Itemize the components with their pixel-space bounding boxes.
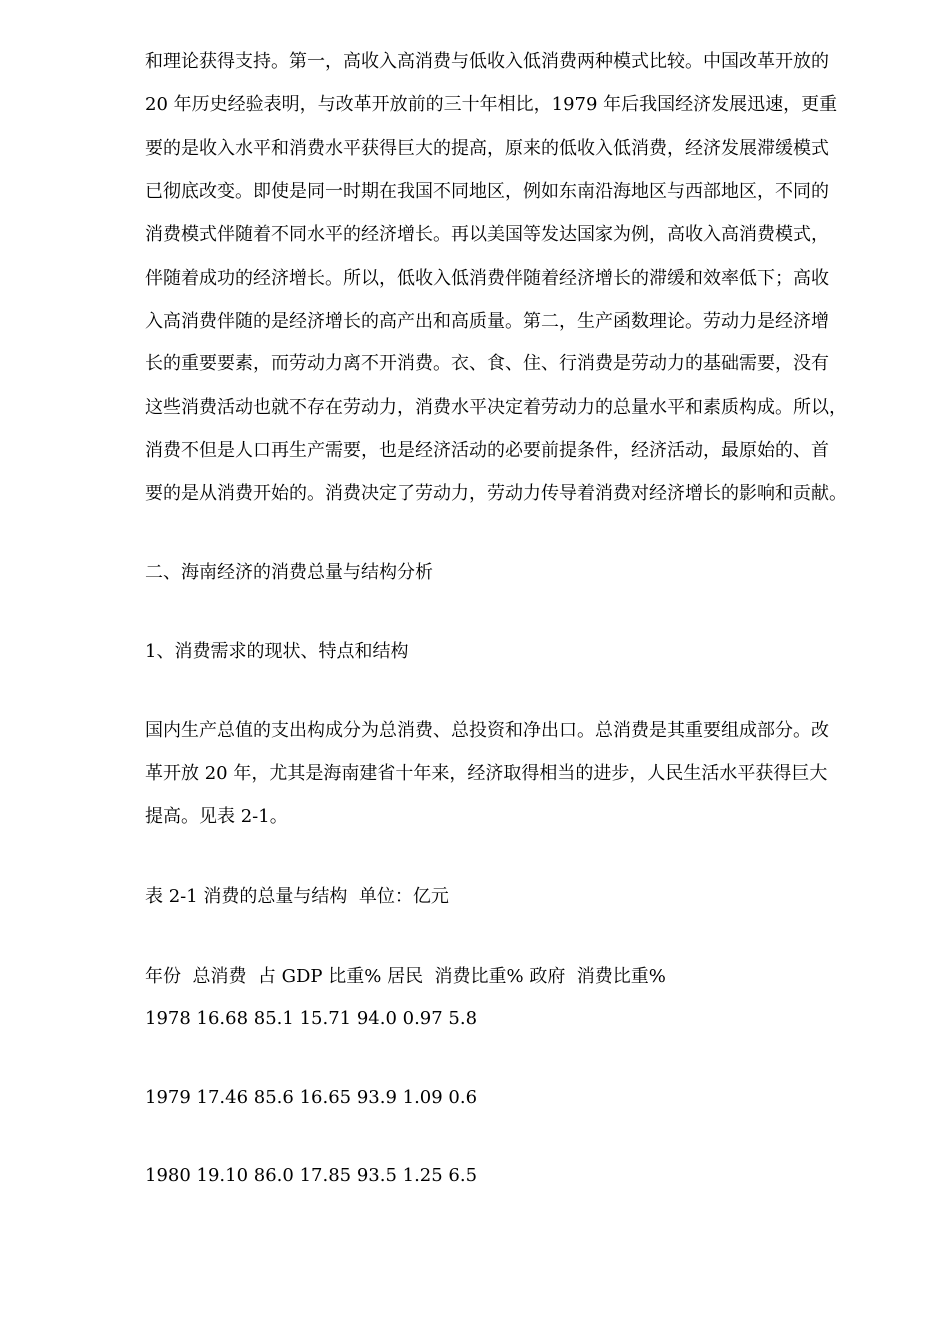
body-line: 消费不但是人口再生产需要，也是经济活动的必要前提条件，经济活动，最原始的、首	[145, 440, 829, 461]
body-line: 要的是收入水平和消费水平获得巨大的提高，原来的低收入低消费，经济发展滞缓模式	[145, 138, 829, 159]
table-row: 1979 17.46 85.6 16.65 93.9 1.09 0.6	[145, 1087, 478, 1108]
intro-line: 国内生产总值的支出构成分为总消费、总投资和净出口。总消费是其重要组成部分。改	[145, 720, 829, 741]
body-line: 这些消费活动也就不存在劳动力，消费水平决定着劳动力的总量水平和素质构成。所以，	[145, 397, 847, 418]
intro-line: 革开放 20 年，尤其是海南建省十年来，经济取得相当的进步，人民生活水平获得巨大	[145, 763, 828, 784]
body-line: 已彻底改变。即使是同一时期在我国不同地区，例如东南沿海地区与西部地区，不同的	[145, 181, 829, 202]
intro-line: 提高。见表 2-1。	[145, 806, 288, 827]
body-line: 入高消费伴随的是经济增长的高产出和高质量。第二，生产函数理论。劳动力是经济增	[145, 311, 829, 332]
subsection-heading: 1、消费需求的现状、特点和结构	[145, 641, 409, 662]
body-line: 长的重要要素，而劳动力离不开消费。衣、食、住、行消费是劳动力的基础需要，没有	[145, 353, 829, 374]
body-line: 要的是从消费开始的。消费决定了劳动力，劳动力传导着消费对经济增长的影响和贡献。	[145, 483, 847, 504]
body-line: 伴随着成功的经济增长。所以，低收入低消费伴随着经济增长的滞缓和效率低下；高收	[145, 268, 829, 289]
body-line: 和理论获得支持。第一，高收入高消费与低收入低消费两种模式比较。中国改革开放的	[145, 51, 829, 72]
table-row: 1980 19.10 86.0 17.85 93.5 1.25 6.5	[145, 1165, 478, 1186]
table-header: 年份 总消费 占 GDP 比重% 居民 消费比重% 政府 消费比重%	[145, 966, 666, 987]
table-row: 1978 16.68 85.1 15.71 94.0 0.97 5.8	[145, 1008, 478, 1029]
body-line: 消费模式伴随着不同水平的经济增长。再以美国等发达国家为例，高收入高消费模式，	[145, 224, 829, 245]
table-caption: 表 2-1 消费的总量与结构 单位：亿元	[145, 886, 449, 907]
section-heading: 二、海南经济的消费总量与结构分析	[145, 562, 433, 583]
body-line: 20 年历史经验表明，与改革开放前的三十年相比，1979 年后我国经济发展迅速，更重	[145, 94, 838, 115]
